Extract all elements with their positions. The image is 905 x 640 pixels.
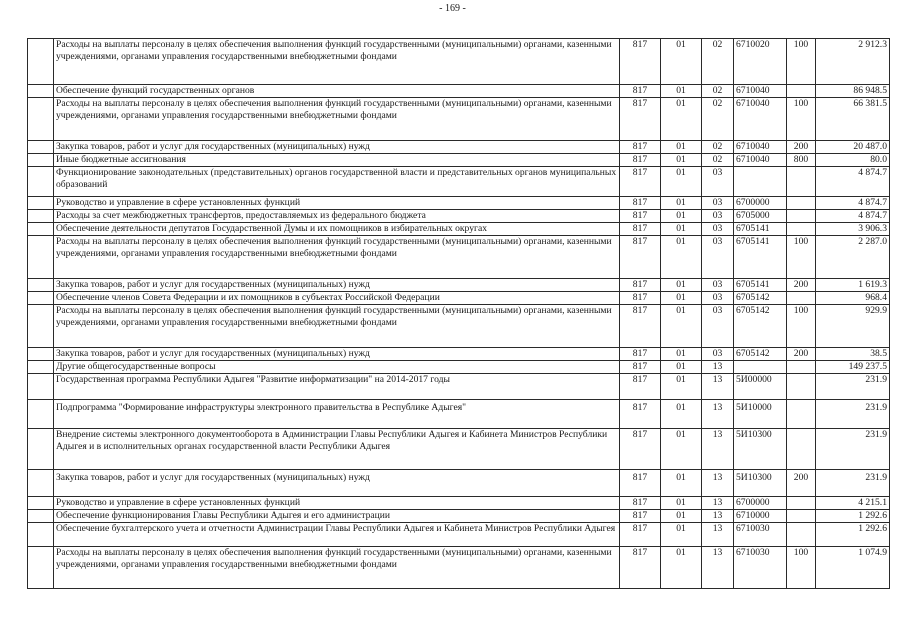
table-row	[28, 39, 890, 85]
table-row	[28, 210, 890, 223]
row-ved-code: 817	[620, 547, 661, 589]
row-name: Обеспечение функций государственных органов	[54, 85, 620, 98]
row-subsection-code: 03	[702, 236, 734, 279]
row-index-cell	[28, 470, 54, 497]
row-amount: 66 381.5	[816, 98, 890, 141]
page-number: - 169 -	[439, 3, 466, 14]
row-section-code: 01	[661, 279, 702, 292]
row-amount: 231.9	[816, 470, 890, 497]
row-index-cell	[28, 429, 54, 470]
table-row	[28, 547, 890, 589]
row-amount: 231.9	[816, 400, 890, 429]
row-ved-code: 817	[620, 305, 661, 348]
row-section-code: 01	[661, 400, 702, 429]
row-target-article: 5И00000	[734, 374, 787, 400]
row-ved-code: 817	[620, 154, 661, 167]
row-expense-type: 200	[787, 470, 816, 497]
row-index-cell	[28, 497, 54, 510]
row-expense-type	[787, 85, 816, 98]
row-target-article	[734, 167, 787, 197]
row-expense-type	[787, 400, 816, 429]
row-target-article: 6705000	[734, 210, 787, 223]
row-index-cell	[28, 236, 54, 279]
row-expense-type: 200	[787, 348, 816, 361]
row-index-cell	[28, 374, 54, 400]
row-name: Расходы на выплаты персоналу в целях обеспечения выполнения функций государственными (муниципальными) органами, казенными учреждениями, органами управления государственными внебюджетными фондами	[54, 98, 620, 141]
row-expense-type	[787, 374, 816, 400]
row-section-code: 01	[661, 361, 702, 374]
row-subsection-code: 02	[702, 154, 734, 167]
row-section-code: 01	[661, 210, 702, 223]
row-index-cell	[28, 523, 54, 547]
table-row	[28, 305, 890, 348]
row-amount: 4 874.7	[816, 197, 890, 210]
row-target-article: 5И10300	[734, 470, 787, 497]
row-name: Функционирование законодательных (представительных) органов государственной власти и представительных органов муниципальных образований	[54, 167, 620, 197]
row-subsection-code: 02	[702, 85, 734, 98]
table-row	[28, 510, 890, 523]
row-subsection-code: 13	[702, 547, 734, 589]
table-row	[28, 523, 890, 547]
row-target-article: 5И10000	[734, 400, 787, 429]
row-section-code: 01	[661, 470, 702, 497]
row-target-article: 6705141	[734, 223, 787, 236]
row-name: Расходы за счет межбюджетных трансфертов, предоставляемых из федерального бюджета	[54, 210, 620, 223]
row-section-code: 01	[661, 85, 702, 98]
row-name: Иные бюджетные ассигнования	[54, 154, 620, 167]
row-ved-code: 817	[620, 39, 661, 85]
row-expense-type	[787, 167, 816, 197]
row-name: Другие общегосударственные вопросы	[54, 361, 620, 374]
row-name: Обеспечение функционирования Главы Республики Адыгея и его администрации	[54, 510, 620, 523]
table-row	[28, 497, 890, 510]
row-section-code: 01	[661, 348, 702, 361]
table-row	[28, 167, 890, 197]
row-expense-type: 100	[787, 236, 816, 279]
row-section-code: 01	[661, 167, 702, 197]
row-expense-type: 100	[787, 547, 816, 589]
row-subsection-code: 13	[702, 497, 734, 510]
row-index-cell	[28, 141, 54, 154]
budget-table-body	[28, 39, 890, 589]
table-row	[28, 197, 890, 210]
row-section-code: 01	[661, 429, 702, 470]
row-index-cell	[28, 210, 54, 223]
row-index-cell	[28, 85, 54, 98]
row-amount: 2 287.0	[816, 236, 890, 279]
row-subsection-code: 03	[702, 223, 734, 236]
row-amount: 4 874.7	[816, 167, 890, 197]
row-target-article: 6705142	[734, 305, 787, 348]
row-name: Расходы на выплаты персоналу в целях обеспечения выполнения функций государственными (муниципальными) органами, казенными учреждениями, органами управления государственными внебюджетными фондами	[54, 39, 620, 85]
row-index-cell	[28, 279, 54, 292]
table-row	[28, 279, 890, 292]
row-amount: 4 874.7	[816, 210, 890, 223]
row-name: Расходы на выплаты персоналу в целях обеспечения выполнения функций государственными (муниципальными) органами, казенными учреждениями, органами управления государственными внебюджетными фондами	[54, 547, 620, 589]
row-ved-code: 817	[620, 361, 661, 374]
row-ved-code: 817	[620, 497, 661, 510]
row-name: Расходы на выплаты персоналу в целях обеспечения выполнения функций государственными (муниципальными) органами, казенными учреждениями, органами управления государственными внебюджетными фондами	[54, 305, 620, 348]
row-ved-code: 817	[620, 470, 661, 497]
row-subsection-code: 03	[702, 348, 734, 361]
row-target-article: 6710020	[734, 39, 787, 85]
row-subsection-code: 03	[702, 292, 734, 305]
row-section-code: 01	[661, 292, 702, 305]
row-index-cell	[28, 98, 54, 141]
row-amount: 3 906.3	[816, 223, 890, 236]
row-section-code: 01	[661, 154, 702, 167]
row-index-cell	[28, 197, 54, 210]
row-subsection-code: 02	[702, 39, 734, 85]
row-section-code: 01	[661, 374, 702, 400]
row-ved-code: 817	[620, 236, 661, 279]
row-subsection-code: 03	[702, 279, 734, 292]
row-subsection-code: 02	[702, 141, 734, 154]
row-name: Государственная программа Республики Адыгея "Развитие информатизации" на 2014-2017 годы	[54, 374, 620, 400]
row-target-article: 6710030	[734, 547, 787, 589]
row-section-code: 01	[661, 510, 702, 523]
row-subsection-code: 13	[702, 374, 734, 400]
table-row	[28, 85, 890, 98]
row-amount: 1 619.3	[816, 279, 890, 292]
row-expense-type: 200	[787, 141, 816, 154]
row-expense-type: 800	[787, 154, 816, 167]
row-target-article: 6700000	[734, 497, 787, 510]
table-row	[28, 400, 890, 429]
row-expense-type: 100	[787, 39, 816, 85]
row-expense-type	[787, 510, 816, 523]
row-name: Закупка товаров, работ и услуг для государственных (муниципальных) нужд	[54, 141, 620, 154]
row-subsection-code: 03	[702, 210, 734, 223]
row-ved-code: 817	[620, 210, 661, 223]
row-name: Обеспечение членов Совета Федерации и их помощников в субъектах Российской Федерации	[54, 292, 620, 305]
row-amount: 929.9	[816, 305, 890, 348]
row-ved-code: 817	[620, 429, 661, 470]
row-name: Внедрение системы электронного документооборота в Администрации Главы Республики Адыгея и Кабинета Министров Республики Адыгея и в исполнительных органах государственной власти Республики Адыгея	[54, 429, 620, 470]
row-index-cell	[28, 400, 54, 429]
table-row	[28, 141, 890, 154]
row-ved-code: 817	[620, 279, 661, 292]
row-subsection-code: 13	[702, 510, 734, 523]
row-amount: 231.9	[816, 429, 890, 470]
table-row	[28, 236, 890, 279]
row-target-article: 6710040	[734, 85, 787, 98]
table-row	[28, 223, 890, 236]
table-row	[28, 361, 890, 374]
row-expense-type	[787, 429, 816, 470]
row-ved-code: 817	[620, 400, 661, 429]
row-amount: 968.4	[816, 292, 890, 305]
row-expense-type	[787, 210, 816, 223]
row-amount: 231.9	[816, 374, 890, 400]
row-target-article	[734, 361, 787, 374]
row-expense-type: 200	[787, 279, 816, 292]
row-target-article: 6710030	[734, 523, 787, 547]
row-section-code: 01	[661, 98, 702, 141]
row-ved-code: 817	[620, 85, 661, 98]
row-index-cell	[28, 154, 54, 167]
row-name: Подпрограмма "Формирование инфраструктуры электронного правительства в Республике Адыгея"	[54, 400, 620, 429]
row-section-code: 01	[661, 141, 702, 154]
row-index-cell	[28, 167, 54, 197]
row-ved-code: 817	[620, 141, 661, 154]
table-row	[28, 292, 890, 305]
budget-table	[27, 38, 890, 589]
row-ved-code: 817	[620, 167, 661, 197]
row-subsection-code: 13	[702, 523, 734, 547]
row-amount: 149 237.5	[816, 361, 890, 374]
row-target-article: 6710040	[734, 98, 787, 141]
row-name: Руководство и управление в сфере установленных функций	[54, 497, 620, 510]
row-amount: 80.0	[816, 154, 890, 167]
table-row	[28, 98, 890, 141]
row-name: Закупка товаров, работ и услуг для государственных (муниципальных) нужд	[54, 279, 620, 292]
row-subsection-code: 13	[702, 429, 734, 470]
row-target-article: 6710040	[734, 141, 787, 154]
row-expense-type	[787, 223, 816, 236]
row-index-cell	[28, 348, 54, 361]
row-amount: 1 074.9	[816, 547, 890, 589]
row-subsection-code: 02	[702, 98, 734, 141]
row-amount: 2 912.3	[816, 39, 890, 85]
row-target-article: 6710040	[734, 154, 787, 167]
table-row	[28, 470, 890, 497]
row-amount: 20 487.0	[816, 141, 890, 154]
row-name: Закупка товаров, работ и услуг для государственных (муниципальных) нужд	[54, 470, 620, 497]
row-section-code: 01	[661, 523, 702, 547]
row-subsection-code: 03	[702, 305, 734, 348]
row-section-code: 01	[661, 497, 702, 510]
row-index-cell	[28, 39, 54, 85]
row-expense-type	[787, 523, 816, 547]
row-section-code: 01	[661, 223, 702, 236]
row-target-article: 6710000	[734, 510, 787, 523]
row-section-code: 01	[661, 236, 702, 279]
row-amount: 38.5	[816, 348, 890, 361]
row-amount: 1 292.6	[816, 510, 890, 523]
row-name: Расходы на выплаты персоналу в целях обеспечения выполнения функций государственными (муниципальными) органами, казенными учреждениями, органами управления государственными внебюджетными фондами	[54, 236, 620, 279]
row-amount: 86 948.5	[816, 85, 890, 98]
row-amount: 1 292.6	[816, 523, 890, 547]
row-name: Обеспечение бухгалтерского учета и отчетности Администрации Главы Республики Адыгея и Кабинета Министров Республики Адыгея	[54, 523, 620, 547]
row-ved-code: 817	[620, 374, 661, 400]
row-ved-code: 817	[620, 223, 661, 236]
row-expense-type	[787, 292, 816, 305]
row-subsection-code: 13	[702, 400, 734, 429]
row-index-cell	[28, 223, 54, 236]
row-index-cell	[28, 547, 54, 589]
row-ved-code: 817	[620, 523, 661, 547]
row-section-code: 01	[661, 547, 702, 589]
row-expense-type	[787, 361, 816, 374]
row-index-cell	[28, 292, 54, 305]
row-ved-code: 817	[620, 348, 661, 361]
row-target-article: 6705141	[734, 236, 787, 279]
row-subsection-code: 13	[702, 470, 734, 497]
row-index-cell	[28, 305, 54, 348]
table-row	[28, 429, 890, 470]
row-ved-code: 817	[620, 292, 661, 305]
row-name: Руководство и управление в сфере установленных функций	[54, 197, 620, 210]
row-target-article: 6700000	[734, 197, 787, 210]
row-name: Закупка товаров, работ и услуг для государственных (муниципальных) нужд	[54, 348, 620, 361]
row-name: Обеспечение деятельности депутатов Государственной Думы и их помощников в избирательных округах	[54, 223, 620, 236]
row-ved-code: 817	[620, 510, 661, 523]
row-index-cell	[28, 510, 54, 523]
row-section-code: 01	[661, 197, 702, 210]
row-target-article: 6705142	[734, 348, 787, 361]
table-row	[28, 374, 890, 400]
row-target-article: 5И10300	[734, 429, 787, 470]
row-expense-type: 100	[787, 98, 816, 141]
row-target-article: 6705142	[734, 292, 787, 305]
row-expense-type: 100	[787, 305, 816, 348]
table-row	[28, 348, 890, 361]
row-ved-code: 817	[620, 197, 661, 210]
row-subsection-code: 13	[702, 361, 734, 374]
row-subsection-code: 03	[702, 197, 734, 210]
table-row	[28, 154, 890, 167]
row-amount: 4 215.1	[816, 497, 890, 510]
row-subsection-code: 03	[702, 167, 734, 197]
row-expense-type	[787, 497, 816, 510]
row-target-article: 6705141	[734, 279, 787, 292]
row-index-cell	[28, 361, 54, 374]
row-section-code: 01	[661, 39, 702, 85]
row-expense-type	[787, 197, 816, 210]
row-section-code: 01	[661, 305, 702, 348]
row-ved-code: 817	[620, 98, 661, 141]
